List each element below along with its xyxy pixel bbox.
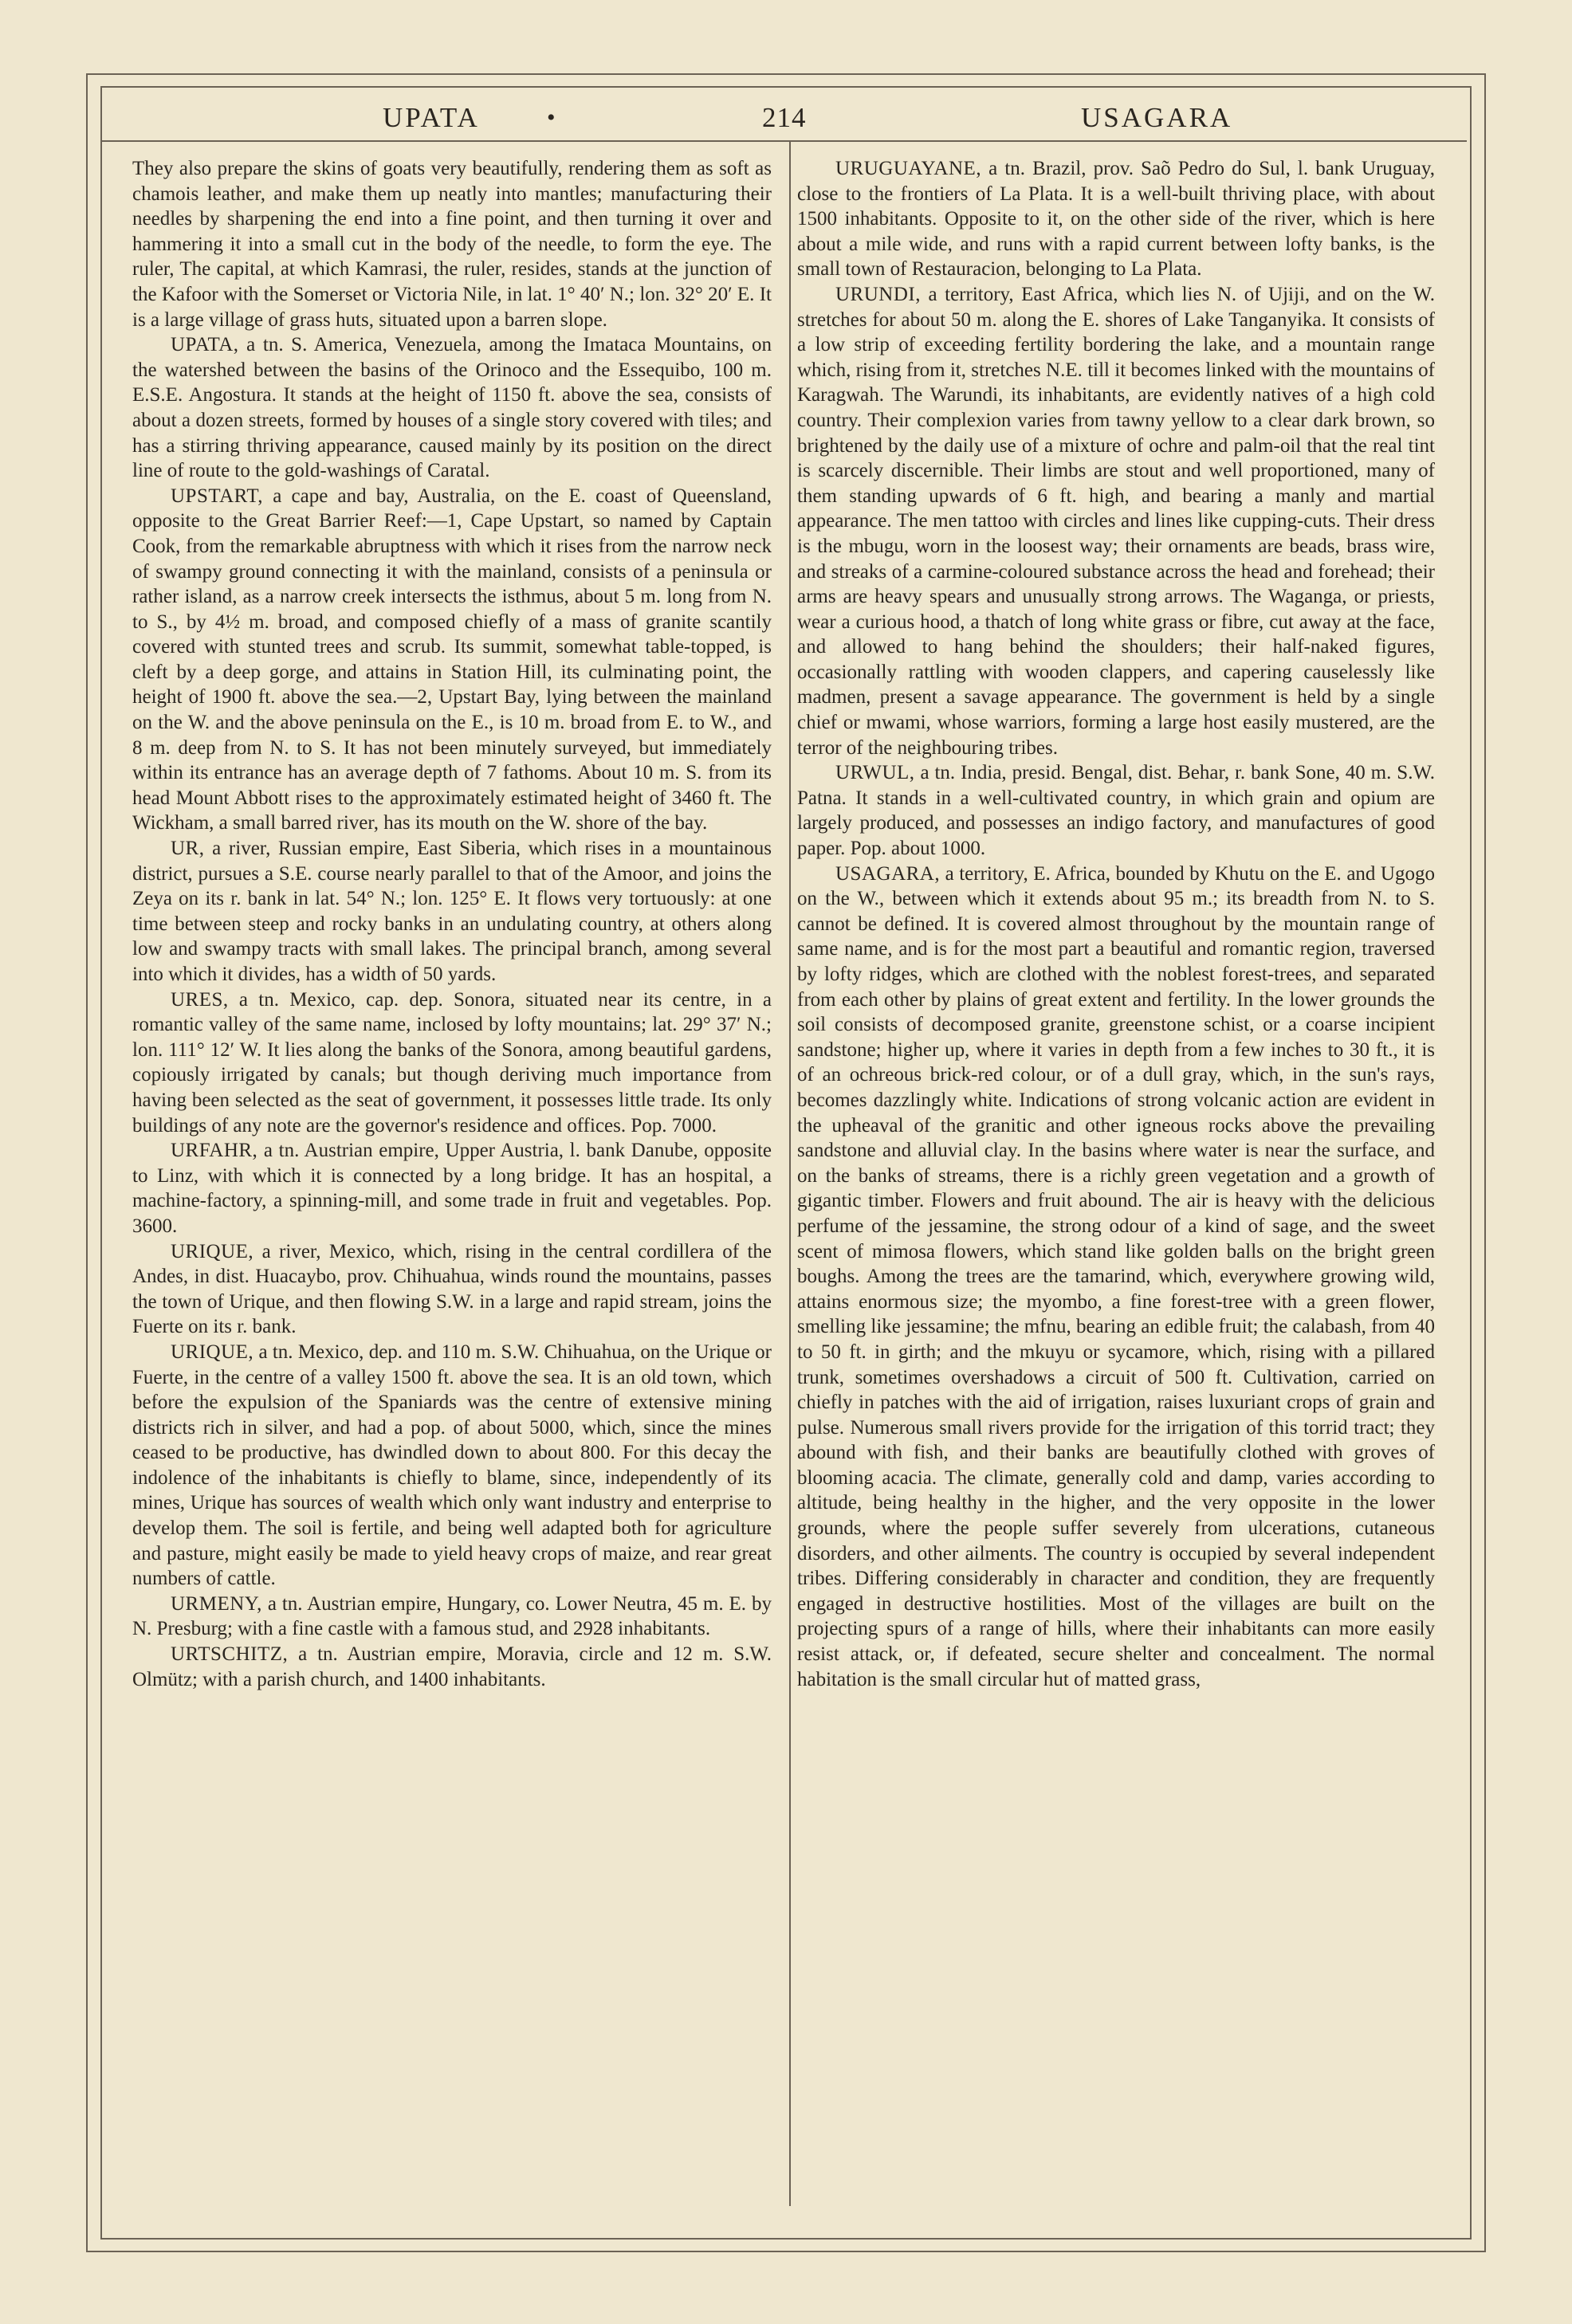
entry-text: a territory, East Africa, which lies N. of Ujiji, and on the W. stretches for about 50 m. along the E. shores of Lake Tanganyika. It consists of a low strip of exceeding fertility bordering the lake, and a mountain range which, rising from it, stretches N.E. till it becomes linked with the mountains of Karagwah. The Warundi, its inhabitants, are evidently natives of a high cold country. Their complexion varies from tawny yellow to a clear dark brown, so brightened by the daily use of a mixture of ochre and palm-oil that the real tint is scarcely discernible. Their limbs are stout and well proportioned, many of them standing upwards of 6 ft. high, and bearing a manly and martial appearance. The men tattoo with circles and lines like cupping-cuts. Their dress is the mbugu, worn in the loosest way; their ornaments are beads, brass wire, and streaks of a carmine-coloured substance across the head and forehead; their arms are heavy spears and unusually strong arrows. The Waganga, or priests, wear a curious hood, a thatch of long white grass or fibre, cut away at the face, and allowed to hang behind the shoulders; their half-naked figures, occasionally rattling with wooden clappers, and capering causelessly like madmen, present a savage appearance. The government is held by a single chief or mwami, whose warriors, forming a large host easily mustered, are the terror of the neighbouring tribes. — [797, 283, 1435, 759]
dictionary-entry — [132, 156, 772, 332]
entry-headword: URWUL, — [835, 762, 915, 784]
entry-text: a river, Russian empire, East Siberia, which rises in a mountainous district, pursues a S.E. course nearly parallel to that of the Amoor, and joins the Zeya on its r. bank in lat. 54° N.; lon. 125° E. It flows very tortuously: at one time between steep and rocky banks in an undulating country, at others along low and swampy tracts with small lakes. The principal branch, among several into which it divides, has a width of 50 yards. — [132, 838, 772, 985]
entry-text: a cape and bay, Australia, on the E. coast of Queensland, opposite to the Great Barrier Reef:—1, Cape Upstart, so named by Captain Cook, from the remarkable abruptness with which it rises from the narrow neck of swampy ground connecting it with the mainland, consists of a peninsula or rather island, as a narrow creek intersects the isthmus, about 5 m. long from N. to S., by 4½ m. broad, and composed chiefly of a mass of granite scantily covered with stunted trees and scrub. Its summit, somewhat table-topped, is cleft by a deep gorge, and attains in Station Hill, its culminating point, the height of 1900 ft. above the sea.—2, Upstart Bay, lying between the mainland on the W. and the above peninsula on the E., is 10 m. broad from E. to W., and 8 m. deep from N. to S. It has not been minutely surveyed, but immediately within its entrance has an average depth of 7 fathoms. About 10 m. S. from its head Mount Abbott rises to the approximately estimated height of 3460 ft. The Wickham, a small barred river, has its mouth on the W. shore of the bay. — [132, 485, 772, 834]
dictionary-entry — [132, 1340, 772, 1592]
dictionary-entry — [797, 156, 1435, 282]
entry-headword: URIQUE, — [171, 1341, 254, 1363]
right-column — [797, 156, 1435, 1692]
entry-text: a tn. Mexico, dep. and 110 m. S.W. Chihuahua, on the Urique or Fuerte, in the centre of a valley 1500 ft. above the sea. It is an old town, which before the expulsion of the Spaniards was the centre of extensive mining districts rich in silver, and had a pop. of about 5000, which, since the mines ceased to be productive, has dwindled down to about 800. For this decay the indolence of the inhabitants is chiefly to blame, since, independently of its mines, Urique has sources of wealth which only want industry and enterprise to develop them. The soil is fertile, and being well adapted both for agriculture and pasture, might easily be made to yield heavy crops of maize, and rear great numbers of cattle. — [132, 1341, 772, 1590]
header-rule — [102, 140, 1467, 142]
dictionary-entry — [132, 836, 772, 987]
entry-text: a tn. India, presid. Bengal, dist. Behar, r. bank Sone, 40 m. S.W. Patna. It stands in a well-cultivated country, in which grain and opium are largely produced, and possesses an indigo factory, and manufactures of good paper. Pop. about 1000. — [797, 762, 1435, 860]
dictionary-entry — [132, 332, 772, 484]
entry-text: a tn. Brazil, prov. Saõ Pedro do Sul, l. bank Uruguay, close to the frontiers of La Plata. It is a well-built thriving place, with about 1500 inhabitants. Opposite to it, on the other side of the river, which is here about a mile wide, and runs with a rapid current between lofty banks, is the small town of Restauracion, belonging to La Plata. — [797, 158, 1435, 281]
entry-text: a tn. Austrian empire, Hungary, co. Lower Neutra, 45 m. E. by N. Presburg; with a fine castle with a famous stud, and 2928 inhabitants. — [132, 1592, 772, 1640]
entry-headword: URUGUAYANE, — [835, 158, 982, 179]
dictionary-entry — [132, 1592, 772, 1642]
dictionary-entry — [132, 1642, 772, 1692]
dictionary-entry — [132, 1239, 772, 1340]
running-head-right: USAGARA — [1081, 102, 1233, 133]
entry-headword: URTSCHITZ, — [171, 1643, 289, 1666]
entry-text: a tn. Austrian empire, Moravia, circle and 12 m. S.W. Olmütz; with a parish church, and 1400 inhabitants. — [132, 1643, 772, 1690]
entry-text: a tn. Austrian empire, Upper Austria, l. bank Danube, opposite to Linz, with which it is connected by a long bridge. It has an hospital, a machine-factory, a spinning-mill, and some trade in fruit and vegetables. Pop. 3600. — [132, 1140, 772, 1237]
entry-text: a tn. Mexico, cap. dep. Sonora, situated near its centre, in a romantic valley of the same name, inclosed by lofty mountains; lat. 29° 37′ N.; lon. 111° 12′ W. It lies along the banks of the Sonora, among beautiful gardens, copiously irrigated by canals; but though deriving much importance from having been selected as the seat of government, it possesses little trade. Its only buildings of any note are the governor's residence and offices. Pop. 7000. — [132, 988, 772, 1136]
page-number: 214 — [762, 102, 807, 133]
left-column — [132, 156, 772, 1692]
dictionary-entry — [797, 282, 1435, 760]
entry-text: a river, Mexico, which, rising in the central cordillera of the Andes, in dist. Huacaybo, prov. Chihuahua, winds round the mountains, passes the town of Urique, and then flowing S.W. in a large and rapid stream, joins the Fuerte on its r. bank. — [132, 1240, 772, 1338]
dictionary-entry — [132, 1138, 772, 1239]
running-head-mark: • — [547, 104, 558, 131]
entry-headword: URMENY, — [171, 1592, 262, 1615]
entry-headword: UPATA, — [171, 334, 239, 356]
entry-headword: URES, — [171, 988, 229, 1011]
entry-headword: URFAHR, — [171, 1140, 258, 1162]
dictionary-entry — [132, 484, 772, 836]
entry-headword: URUNDI, — [835, 283, 921, 305]
entry-text: a territory, E. Africa, bounded by Khutu on the E. and Ugogo on the W., between which it extends about 95 m.; its breadth from N. to S. cannot be defined. It is covered almost throughout by the mountain range of same name, and is for the most part a beautiful and romantic region, traversed by lofty ridges, which are clothed with the noblest forest-trees, and separated from each other by plains of great extent and fertility. In the lower grounds the soil consists of decomposed granite, greenstone schist, or a coarse incipient sandstone; higher up, where it varies in depth from a few inches to 30 ft., it is of an ochreous brick-red colour, or of a dull gray, which, in the sun's rays, becomes dazzlingly white. Indications of strong volcanic action are evident in the upheaval of the granitic and other igneous rocks above the prevailing sandstone and alluvial clay. In the basins where water is near the surface, and on the banks of streams, there is a richly green vegetation and a growth of gigantic timber. Flowers and fruit abound. The air is heavy with the delicious perfume of the jessamine, the strong odour of a kind of sage, and the sweet scent of mimosa flowers, which stand like golden balls on the bright green boughs. Among the trees are the tamarind, which, everywhere growing wild, attains enormous size; the myombo, a fine forest-tree with a green flower, smelling like jessamine; the mfnu, bearing an edible fruit; the calabash, from 40 to 50 ft. in girth; and the mkuyu or sycamore, which, rising with a pillared trunk, sometimes overshadows a circuit of 500 ft. Cultivation, carried on chiefly in patches with the aid of irrigation, raises luxuriant crops of grain and pulse. Numerous small rivers provide for the irrigation of this torrid tract; they abound with fish, and their banks are beautifully clothed with groves of blooming acacia. The climate, generally cold and damp, varies according to altitude, being healthy in the higher, and the very opposite in the lower grounds, where the people suffer severely from ulcerations, cutaneous disorders, and other ailments. The country is occupied by several independent tribes. Differing considerably in character and condition, they are frequently engaged in destructive hostilities. Most of the villages are built on the projecting spurs of a range of hills, where their inhabitants can more easily resist attack, or, if defeated, secure shelter and concealment. The normal habitation is the small circular hut of matted grass, — [797, 862, 1435, 1690]
column-divider — [789, 142, 791, 2206]
entry-headword: URIQUE, — [171, 1240, 254, 1262]
entry-text: They also prepare the skins of goats very beautifully, rendering them as soft as chamois leather, and make them up neatly into mantles; manufacturing their needles by sharpening the end into a fine point, and then turning it over and hammering it into a small cut in the body of the needle, to form the eye. The ruler, The capital, at which Kamrasi, the ruler, resides, stands at the junction of the Kafoor with the Somerset or Victoria Nile, in lat. 1° 40′ N.; lon. 32° 20′ E. It is a large village of grass huts, situated upon a barren slope. — [132, 158, 772, 331]
entry-headword: UPSTART, — [171, 485, 264, 507]
dictionary-entry — [797, 862, 1435, 1693]
dictionary-entry — [132, 987, 772, 1139]
running-head-left: UPATA — [383, 102, 480, 133]
dictionary-entry — [797, 760, 1435, 861]
entry-headword: UR, — [171, 838, 205, 860]
entry-headword: USAGARA, — [835, 862, 941, 885]
entry-text: a tn. S. America, Venezuela, among the Imataca Mountains, on the watershed between the basins of the Orinoco and the Essequibo, 100 m. E.S.E. Angostura. It stands at the height of 1150 ft. above the sea, consists of about a dozen streets, formed by houses of a single story covered with tiles; and has a stirring thriving appearance, caused mainly by its position on the direct line of route to the gold-washings of Caratal. — [132, 334, 772, 482]
